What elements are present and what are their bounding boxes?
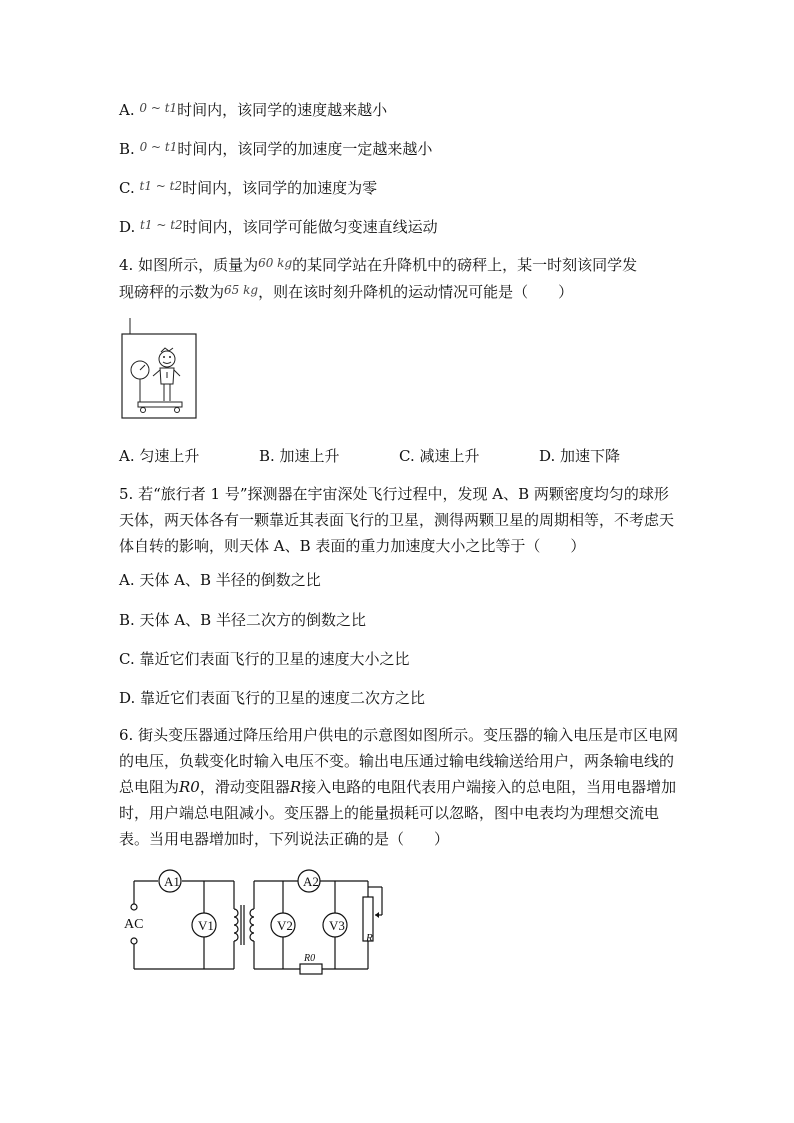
q4-options: A. 匀速上升 B. 加速上升 C. 减速上升 D. 加速下降 (119, 447, 621, 465)
q5-option-b: B. 天体 A、B 半径二次方的倒数之比 (119, 611, 366, 629)
ammeter-a2-label: A2 (303, 874, 319, 889)
rheostat-r-label: R (366, 932, 373, 944)
q5-option-c: C. 靠近它们表面飞行的卫星的速度大小之比 (119, 650, 410, 668)
elevator-scale-figure (118, 318, 200, 420)
ac-source-label: AC (124, 917, 144, 932)
voltmeter-v3-label: V3 (329, 918, 345, 933)
q3-option-d: D. $^{t1 \sim t2}$时间内，该同学可能做匀变速直线运动 (119, 218, 438, 236)
resistor-r0-label: R0 (304, 953, 316, 964)
q5-stem: 5. 若“旅行者 1 号”探测器在宇宙深处飞行过程中，发现 A、B 两颗密度均匀的球形天体，两天体各有一颗靠近其表面飞行的卫星，测得两颗卫星的周期相等，不考虑天体自转的影响，则天体 A、B 表面的重力加速度大小之比等于（ ） (119, 485, 675, 555)
q5-option-d: D. 靠近它们表面飞行的卫星的速度二次方之比 (119, 689, 426, 707)
transformer-circuit-diagram (120, 865, 390, 985)
q3-option-c: C. $^{t1 \sim t2}$时间内，该同学的加速度为零 (119, 179, 378, 197)
voltmeter-v2-label: V2 (277, 918, 293, 933)
q3-option-b: B. $^{0 \sim t1}$时间内，该同学的加速度一定越来越小 (119, 140, 433, 158)
q3-option-a: A. $^{0 \sim t1}$时间内，该同学的速度越来越小 (119, 101, 388, 119)
q5-option-a: A. 天体 A、B 半径的倒数之比 (119, 571, 321, 589)
q4-stem: 4. 如图所示，质量为$^{60 kg}$的某同学站在升降机中的磅秤上，某一时刻该同学发 现磅秤的示数为$^{65 kg}$，则在该时刻升降机的运动情况可能是（ ） (119, 256, 638, 301)
voltmeter-v1-label: V1 (198, 918, 214, 933)
ammeter-a1-label: A1 (164, 874, 180, 889)
q6-stem: 6. 街头变压器通过降压给用户供电的示意图如图所示。变压器的输入电压是市区电网的电压，负载变化时输入电压不变。输出电压通过输电线输送给用户，两条输电线的总电阻为R0，滑动变阻器R接入电路的电阻代表用户端接入的总电阻，当用电器增加时，用户端总电阻减小。变压器上的能量损耗可以忽略，图中电表均为理想交流电表。当用电器增加时，下列说法正确的是（ ） (119, 726, 679, 848)
